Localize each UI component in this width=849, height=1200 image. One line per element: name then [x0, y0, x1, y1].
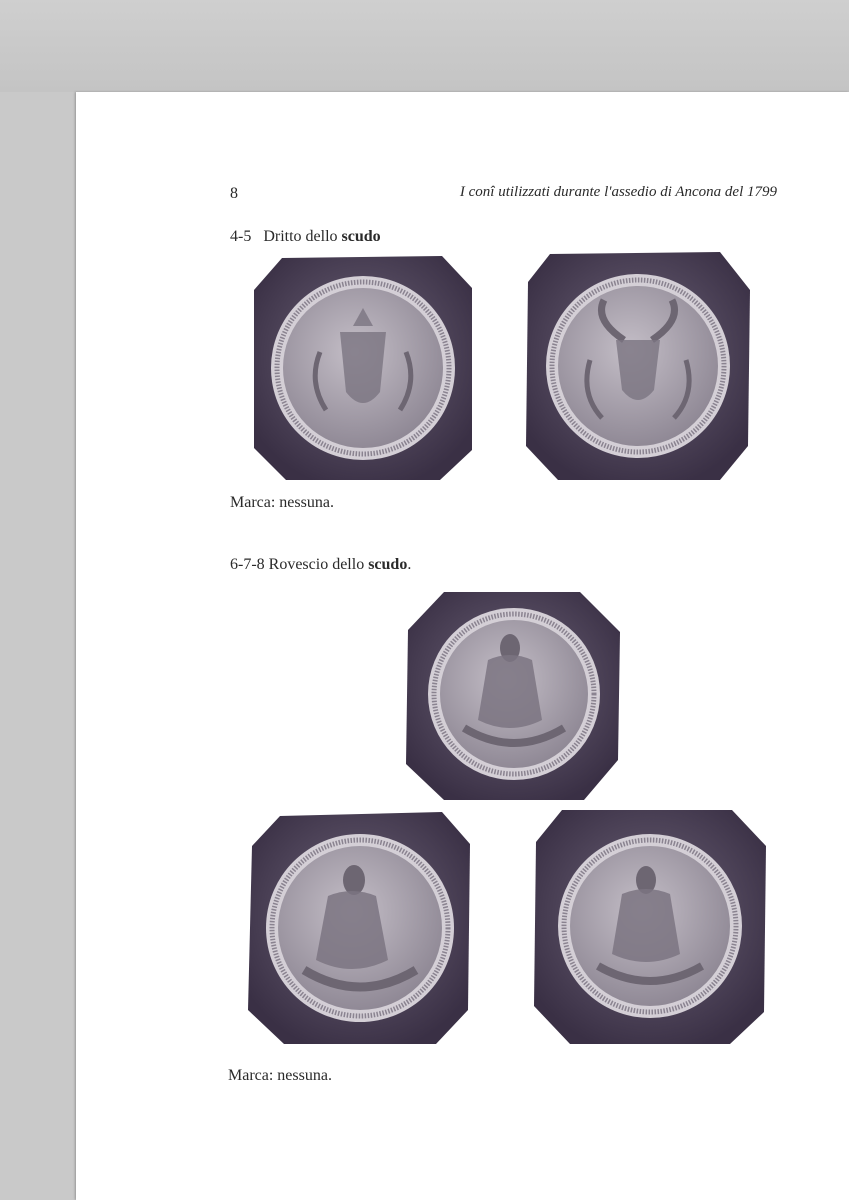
coin-die-image-4	[250, 252, 476, 484]
caption-number: 6-7-8	[230, 556, 265, 573]
caption-text: Rovescio dello	[268, 556, 365, 573]
coin-die-image-6	[404, 588, 622, 802]
page-number: 8	[230, 185, 238, 202]
running-header: I conî utilizzati durante l'assedio di Ancona del 1799	[459, 184, 777, 200]
caption-bold-term: scudo	[368, 556, 408, 573]
scanner-background	[0, 0, 849, 92]
caption-bold-term: scudo	[341, 228, 381, 245]
caption-dritto	[230, 228, 381, 246]
marca-note-1: Marca: nessuna.	[230, 494, 334, 511]
caption-text: Dritto dello	[263, 228, 338, 245]
coin-die-image-5	[524, 250, 752, 482]
coin-die-image-8	[532, 806, 768, 1046]
marca-note-2: Marca: nessuna.	[228, 1067, 332, 1084]
document-page	[76, 92, 849, 1200]
caption-rovescio: 6-7-8 Rovescio dello scudo.	[230, 556, 412, 573]
coin-die-image-7	[246, 810, 472, 1046]
caption-number: 4-5	[230, 228, 252, 245]
